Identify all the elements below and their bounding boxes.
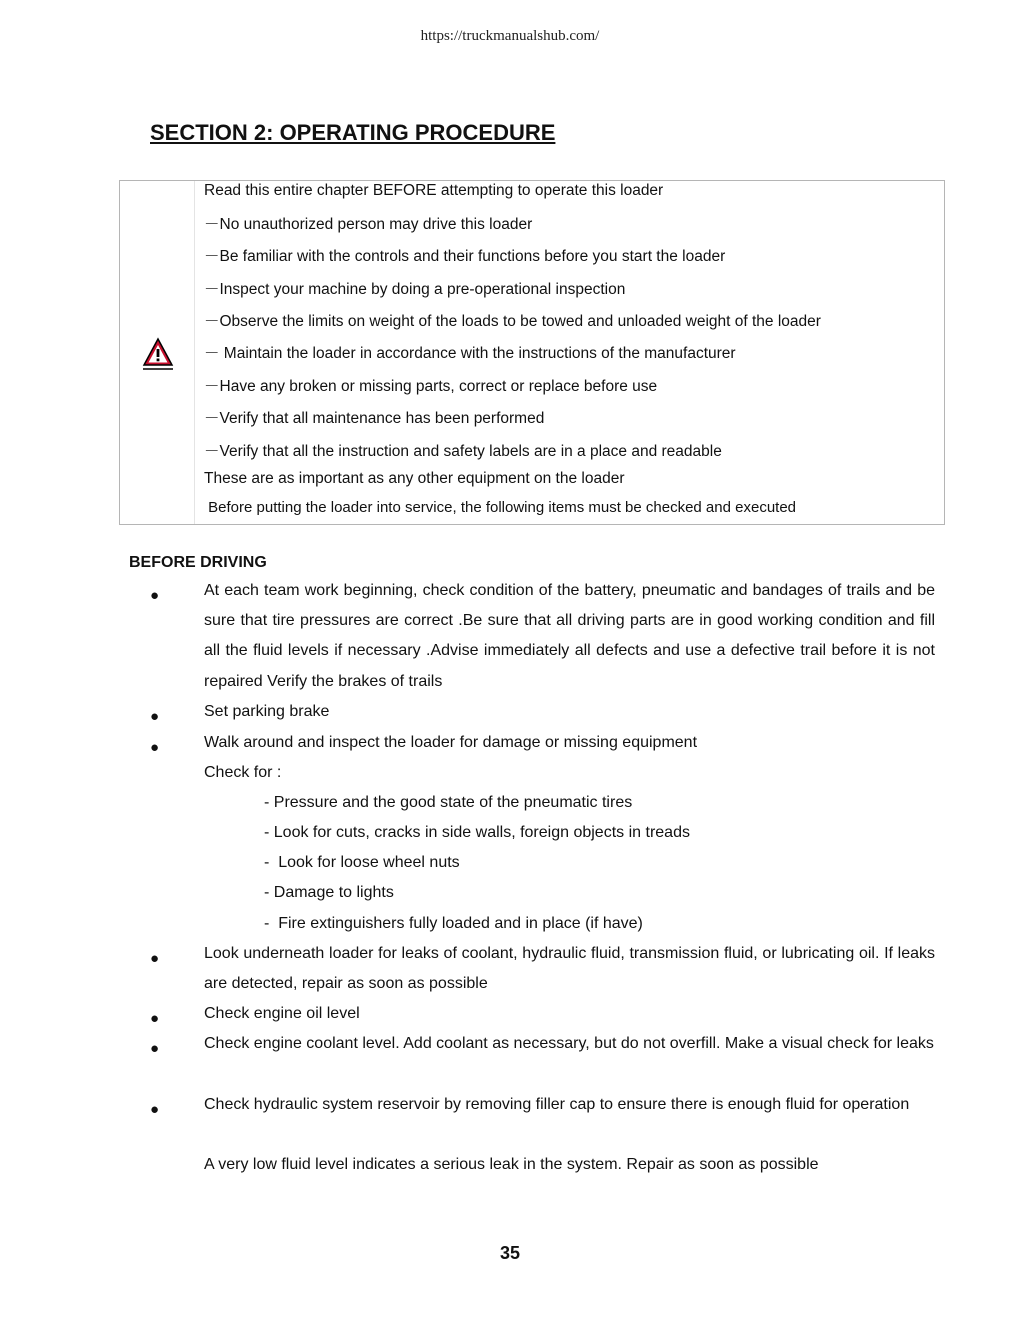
check-sub-item: - Look for loose wheel nuts — [264, 854, 460, 871]
bullet-icon: ● — [150, 739, 160, 756]
check-for-label: Check for : — [204, 764, 282, 781]
warning-item: － Maintain the loader in accordance with the instructions of the manufacturer — [204, 345, 736, 362]
page-number: 35 — [499, 1243, 521, 1263]
warning-triangle-icon — [142, 337, 174, 371]
bullet-icon: ● — [150, 587, 160, 604]
bullet-icon: ● — [150, 1101, 160, 1118]
warning-item: －Be familiar with the controls and their functions before you start the loader — [204, 248, 726, 265]
warning-outro: These are as important as any other equipment on the loader — [204, 470, 625, 487]
check-sub-item: - Look for cuts, cracks in side walls, foreign objects in treads — [264, 824, 690, 841]
warning-intro: Read this entire chapter BEFORE attempting to operate this loader — [204, 182, 664, 199]
checklist-item: Look underneath loader for leaks of coolant, hydraulic fluid, transmission fluid, or lubricating oil. If leaks are detected, repair as soon as possible — [204, 945, 935, 993]
checklist-item: At each team work beginning, check condition of the battery, pneumatic and bandages of trails and be sure that tire pressures are correct .Be sure that all driving parts are in good working condition and fill all the fluid levels if necessary .Advise immediately all defects and use a defective trail before it is not repaired Verify the brakes of trails — [204, 582, 935, 690]
checklist-item: Check engine coolant level. Add coolant as necessary, but do not overfill. Make a visual check for leaks — [204, 1035, 934, 1052]
warning-item: －Inspect your machine by doing a pre-operational inspection — [204, 281, 626, 298]
warning-item: －No unauthorized person may drive this loader — [204, 216, 533, 233]
checklist-item: Walk around and inspect the loader for damage or missing equipment — [204, 734, 698, 751]
checklist-item: Set parking brake — [204, 703, 330, 720]
before-driving-heading: BEFORE DRIVING — [129, 554, 267, 571]
warning-item: －Observe the limits on weight of the loads to be towed and unloaded weight of the loader — [204, 313, 821, 330]
bullet-icon: ● — [150, 1010, 160, 1027]
section-title: SECTION 2: OPERATING PROCEDURE — [150, 120, 556, 145]
warning-box-divider — [194, 181, 195, 524]
warning-item: －Have any broken or missing parts, correct or replace before use — [204, 378, 658, 395]
source-url: https://truckmanualshub.com/ — [420, 28, 600, 44]
bullet-icon: ● — [150, 950, 160, 967]
checklist-item: Check engine oil level — [204, 1005, 360, 1022]
warning-item: －Verify that all maintenance has been performed — [204, 410, 545, 427]
warning-box — [119, 180, 945, 525]
checklist-item-note: A very low fluid level indicates a serious leak in the system. Repair as soon as possible — [204, 1156, 819, 1173]
warning-item: －Verify that all the instruction and safety labels are in a place and readable — [204, 443, 722, 460]
check-sub-item: - Fire extinguishers fully loaded and in place (if have) — [264, 915, 643, 932]
warning-outro: Before putting the loader into service, the following items must be checked and executed — [204, 499, 797, 516]
bullet-icon: ● — [150, 708, 160, 725]
check-sub-item: - Damage to lights — [264, 884, 394, 901]
check-sub-item: - Pressure and the good state of the pneumatic tires — [264, 794, 633, 811]
bullet-icon: ● — [150, 1040, 160, 1057]
checklist-item: Check hydraulic system reservoir by removing filler cap to ensure there is enough fluid for operation — [204, 1096, 910, 1113]
